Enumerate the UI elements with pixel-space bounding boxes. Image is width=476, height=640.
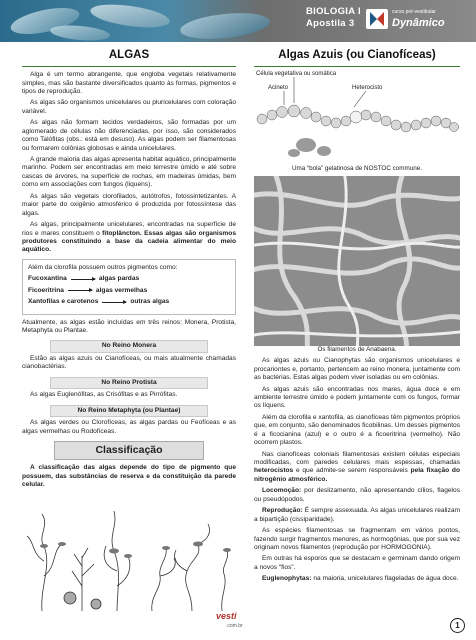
paragraph-text: por deslizamento, não apresentando cílios, flagelos ou pseudópodos. <box>254 487 460 503</box>
right-column <box>254 48 460 587</box>
pigment-group: algas pardas <box>98 275 140 283</box>
vestibular-logo <box>216 611 256 635</box>
paragraph-text: É sempre assexuada. As algas unicelulares realizam a bipartição (cissiparidade). <box>254 507 460 523</box>
paragraph: Além da clorofila e xantofila, as cianofíceas têm pigmentos próprios que, em conjunto, são denominados ficobilinas. Um desses pigmentos é a ficocianina (azul) e o outro é a ficoeritrina (vermelho). Não ocorrem plastos. <box>254 413 460 447</box>
subject-title: BIOLOGIA I <box>306 6 361 17</box>
paragraph-text: e que admite-se serem responsáveis <box>295 467 408 475</box>
header-title <box>306 6 361 30</box>
paragraph-text: Nas cianofíceas coloniais filamentosas existem células especiais modificadas, com paredes celulares mais espessas, chamadas <box>254 450 460 467</box>
vestibular-logo-name: vesti <box>216 611 237 621</box>
fish-image <box>50 23 111 42</box>
paragraph-emphasis: Locomoção: <box>262 487 302 495</box>
algas-azuis-title: Algas Azuis (ou Cianofíceas) <box>278 49 436 61</box>
paragraph: As algas não formam tecidos verdadeiros, são formadas por um aglomerado de células não diferenciadas, por isso, são considerados como Talófitas (obs.: está em desuso). As algas podem ser filamentosas ou formarem colônias globosas e ainda unicelulares. <box>22 119 236 152</box>
cell-chain-drawing-icon <box>254 71 460 163</box>
paragraph: As algas Euglenófitas, as Crisófitas e as Pirrófitas. <box>30 391 178 399</box>
dynamico-logo <box>366 7 466 33</box>
paragraph-emphasis: pela fixação do nitrogênio atmosférico. <box>254 467 460 483</box>
reino-protista-heading: No Reino Protista <box>50 377 208 389</box>
pigment-name: Fucoxantina <box>28 275 67 283</box>
arrow-right-icon <box>71 279 95 280</box>
title-divider <box>22 66 236 67</box>
logo-mark-icon <box>366 9 388 29</box>
pigment-row <box>28 275 230 283</box>
algas-title: ALGAS <box>108 49 150 61</box>
pigments-intro: Além da clorofila possuem outros pigmentos como: <box>28 263 178 271</box>
booklet-title: Apostila 3 <box>306 18 355 30</box>
fish-image <box>179 9 271 42</box>
seaweed-drawing-icon <box>22 496 236 616</box>
paragraph-emphasis: Euglenophytas: <box>262 575 312 583</box>
page-number: 1 <box>450 618 465 633</box>
paragraph: As algas azuis são encontradas nos mares, água doce e em ambiente terrestre úmido e podem juntamente com os fungos, formar os líquens. <box>254 385 460 410</box>
paragraph <box>254 575 460 583</box>
nostoc-caption: Uma “bola” gelatinosa de NOSTOC commune. <box>291 165 423 173</box>
paragraph: A grande maioria das algas apresenta habitat aquático, principalmente marinho. Podem ser encontradas em meio terrestre úmido e até sobre cascas de árvores, na superfície de rochas, em madeiras úmidas, bem como em associações com fungos (liquens). <box>22 156 237 189</box>
paragraph-text: As algas, principalmente unicelulares, encontradas na superfície de rios e mares constituem o <box>22 221 236 237</box>
paragraph: As algas azuis ou Cianophytas são organismos unicelulares e procariontes e, portanto, pertencem ao reino monera, juntamente com as bactérias. Estas algas podem viver isoladas ou em colônias. <box>254 357 460 382</box>
pigment-row <box>28 287 230 295</box>
anabaena-photo <box>254 176 460 346</box>
paragraph: Estão as algas azuis ou Cianofíceas, ou mais atualmente chamadas cianobactérias. <box>22 354 236 371</box>
paragraph: As algas verdes ou Clorofíceas, as algas pardas ou Feofíceas e as algas vermelhas ou Rodofíceas. <box>22 419 236 435</box>
filaments-photo-icon <box>254 176 460 346</box>
pigment-name: Ficoeritrina <box>28 286 64 294</box>
arrow-right-icon <box>102 302 126 303</box>
logo-tagline: curso pré-vestibular <box>392 9 436 15</box>
paragraph <box>254 507 460 524</box>
paragraph <box>254 487 460 504</box>
paragraph: A classificação das algas depende do tipo de pigmento que possuem, das substâncias de reserva e da constituição da parede celular. <box>22 464 236 489</box>
paragraph-emphasis: heterocistos <box>254 467 294 475</box>
vestibular-logo-domain: .com.br <box>226 623 243 629</box>
nostoc-illustration <box>254 71 460 163</box>
pigments-box <box>22 259 236 315</box>
reino-metaphyta-heading: No Reino Metaphyta (ou Plantae) <box>50 405 208 417</box>
page-header <box>0 0 476 42</box>
paragraph <box>254 451 460 485</box>
paragraph-text: na maioria, unicelulares flageladas de água doce. <box>313 575 459 583</box>
label-heterocisto: Heterocisto <box>352 85 383 92</box>
paragraph <box>22 221 236 255</box>
paragraph: As algas são vegetais clorofilados, autótrofos, fotossintetizantes. A maior parte do oxigênio atmosférico é produzida por fotossíntese das algas. <box>22 192 236 217</box>
label-vegetative-cell: Célula vegetativa ou somática <box>256 71 337 78</box>
paragraph-emphasis: fitoplâncton. Essas algas são organismos produtores constituindo a base da cadeia alimentar do meio aquático. <box>22 229 236 254</box>
title-divider <box>254 66 460 67</box>
anabaena-caption: Os filamentos de Anabaena. <box>317 346 397 354</box>
classificacao-title: Classificação <box>54 441 204 460</box>
paragraph: As algas são organismos unicelulares ou pluricelulares com coloração variável. <box>22 99 236 115</box>
pigment-group: outras algas <box>130 298 170 306</box>
label-acineto: Acineto <box>268 85 289 92</box>
pigment-row <box>28 298 230 306</box>
logo-name: Dynâmico <box>392 17 445 29</box>
paragraph: As espécies filamentosas se fragmentam em vários pontos, fazendo surgir fragmentos menores, as hormogônias, que por sua vez originam novos filamentos (reprodução por HORMOGONIA). <box>254 527 460 551</box>
pigment-group: algas vermelhas <box>95 286 148 294</box>
arrow-right-icon <box>68 290 92 291</box>
reino-monera-heading: No Reino Monera <box>50 340 208 352</box>
pigment-name: Xantofilas e carotenos <box>28 298 99 306</box>
paragraph: Em outras há esporos que se destacam e germinam dando origem a novos “fios”. <box>254 555 460 571</box>
paragraph: Atualmente, as algas estão incluídas em três reinos: Monera, Protista, Metaphyta ou Plantae. <box>22 318 236 335</box>
fish-image <box>89 1 171 32</box>
algae-illustration <box>22 496 236 616</box>
paragraph-emphasis: Reprodução: <box>262 507 303 515</box>
paragraph: Alga é um termo abrangente, que engloba vegetais relativamente simples, mas são bastante diversificados quanto às formas, pigmentos e tipos de reprodução. <box>22 71 236 95</box>
left-column <box>22 48 236 616</box>
